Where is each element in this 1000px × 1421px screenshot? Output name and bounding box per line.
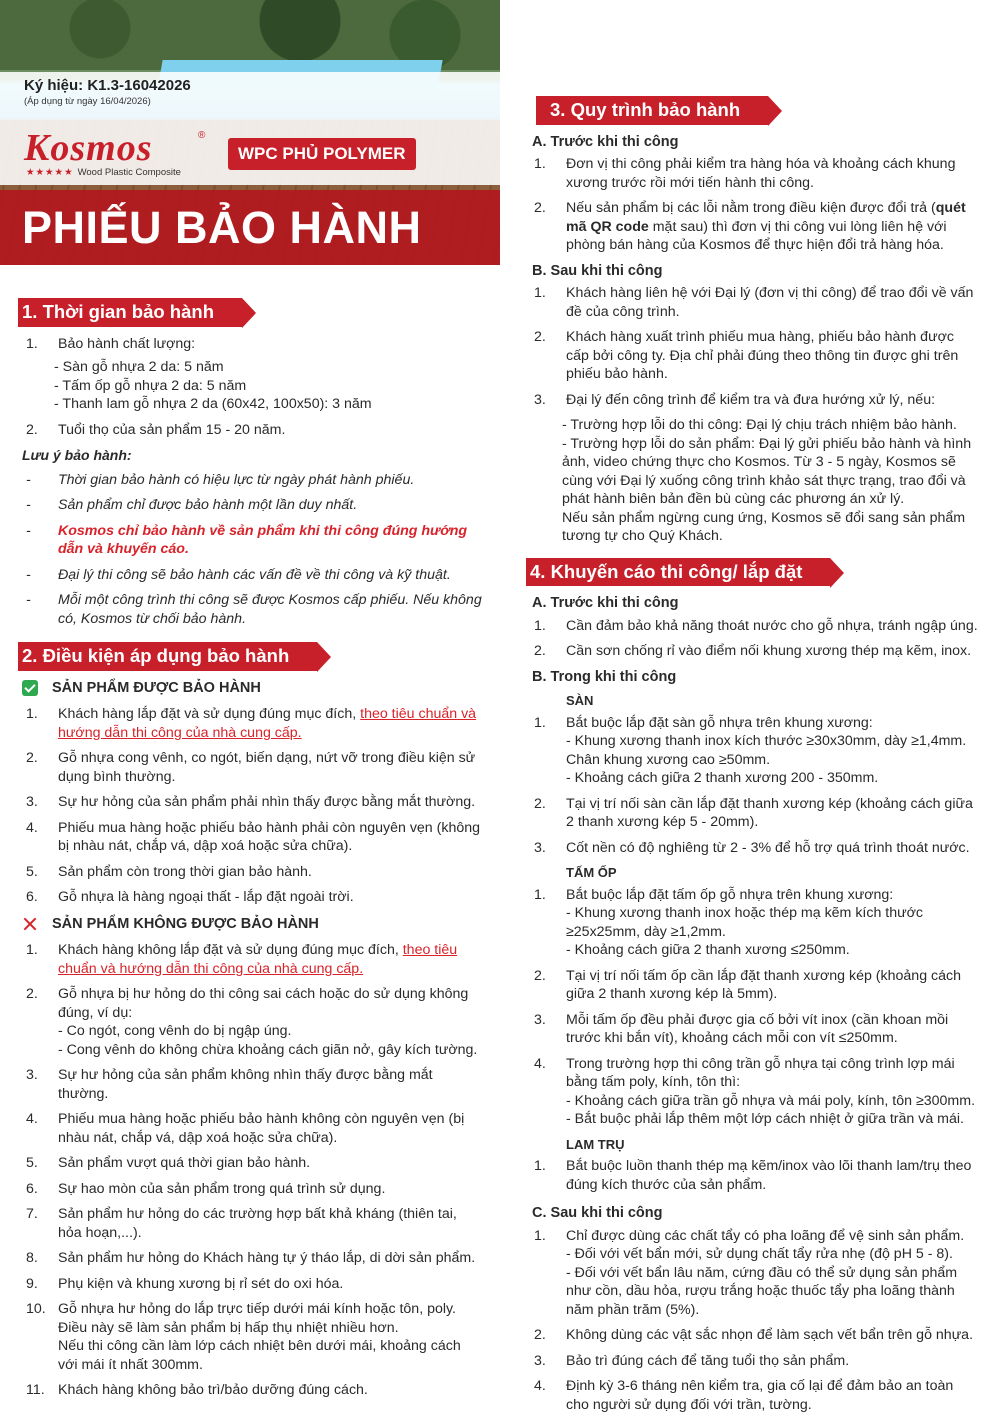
section-2-heading: 2. Điều kiện áp dụng bảo hành [18, 642, 317, 671]
list-item: 4. Phiếu mua hàng hoặc phiếu bảo hành không còn nguyên vẹn (bị nhàu nát, chắp vá, dập xoá hoặc sửa chữa). [26, 1111, 465, 1146]
list-item: 2. Tại vị trí nối sàn cần lắp đặt thanh xương kép (khoảng cách giữa 2 thanh xương kép 5 - 20mm). [534, 795, 973, 830]
list-item: 2. Tuổi thọ của sản phẩm 15 - 20 năm. [26, 421, 286, 438]
list-item: 1. Bắt buộc lắp đặt sàn gỗ nhựa trên khung xương: - Khung xương thanh inox kích thước ≥30x30mm, dày ≥1,4mm. Chân khung xương cao ≥50mm. - Khoảng cách giữa 2 thanh xương 200 - 350mm. [534, 714, 967, 786]
list-item: 1. Bắt buộc luồn thanh thép mạ kẽm/inox vào lõi thanh lam/trụ theo đúng kích thước của sản phẩm. [534, 1158, 972, 1193]
list-item: 2. Không dùng các vật sắc nhọn để làm sạch vết bẩn trên gỗ nhựa. [534, 1327, 974, 1343]
cross-icon [22, 916, 38, 932]
list-item: 1. Khách hàng lắp đặt và sử dụng đúng mục đích, theo tiêu chuẩn và hướng dẫn thi công của nhà cung cấp. [26, 706, 477, 741]
section-3-heading: 3. Quy trình bảo hành [536, 96, 768, 125]
list-item: 6. Sự hao mòn của sản phẩm trong quá trình sử dụng. [26, 1180, 386, 1197]
check-icon [22, 680, 38, 696]
louver-heading: LAM TRỤ [566, 1136, 625, 1152]
list-item: 11. Khách hàng không bảo trì/bảo dưỡng đúng cách. [26, 1382, 368, 1398]
sub-item: Nếu sản phẩm ngừng cung ứng, Kosmos sẽ đổi sang sản phẩm tương tự cho Quý Khách. [562, 509, 966, 544]
covered-heading: SẢN PHẨM ĐƯỢC BẢO HÀNH [22, 679, 482, 698]
warranty-note-title: Lưu ý bảo hành: [22, 447, 132, 463]
list-item: 6. Gỗ nhựa là hàng ngoại thất - lắp đặt ngoài trời. [26, 889, 354, 905]
list-item: 2. Cần sơn chống rỉ vào điểm nối khung xương thép mạ kẽm, inox. [534, 643, 972, 659]
list-item: 7. Sản phẩm hư hỏng do các trường hợp bất khả kháng (thiên tai, hỏa hoạn,...). [26, 1206, 457, 1241]
list-item: 3. Bảo trì đúng cách để tăng tuổi thọ sản phẩm. [534, 1352, 850, 1369]
sub-item: - Sàn gỗ nhựa 2 da: 5 năm [54, 359, 224, 375]
note-item: - Mỗi một công trình thi công sẽ được Kosmos cấp phiếu. Nếu không có, Kosmos từ chối bảo hành. [26, 592, 482, 627]
effective-date: (Áp dụng từ ngày 16/04/2026) [24, 96, 151, 107]
list-item: 5. Sản phẩm còn trong thời gian bảo hành. [26, 863, 312, 880]
note-item: - Sản phẩm chỉ được bảo hành một lần duy nhất. [26, 497, 358, 513]
list-item: 1. Chỉ được dùng các chất tẩy có pha loãng để vệ sinh sản phẩm. - Đối với vết bẩn mới, sử dụng chất tẩy rửa nhẹ (độ pH 5 - 8). - Đối với vết bẩn lâu năm, cứng đầu có thể sử dụng sản phẩm như cồn, dầu hỏa, rượu trắng hoặc thuốc tẩy pha loãng thành năm phần trăm (5%). [534, 1227, 965, 1318]
logo-subtitle [26, 167, 181, 178]
floor-heading: SÀN [566, 693, 594, 708]
note-item: - Kosmos chỉ bảo hành về sản phẩm khi thi công đúng hướng dẫn và khuyến cáo. [26, 522, 468, 557]
note-item: - Đại lý thi công sẽ bảo hành các vấn đề về thi công và kỹ thuật. [26, 566, 451, 583]
list-item: 2. Tại vị trí nối tấm ốp cần lắp đặt thanh xương kép (khoảng cách giữa 2 thanh xương kép là 5mm). [534, 967, 961, 1002]
list-item: 10. Gỗ nhựa hư hỏng do lắp trực tiếp dưới mái kính hoặc tôn, poly. Điều này sẽ làm sản phẩm bị hấp thụ nhiệt nhiều hơn. Nếu thi công cần làm lớp cách nhiệt bên dưới mái, khoảng cách với mái ít nhất 300mm. [26, 1301, 461, 1373]
list-item: 3. Đại lý đến công trình để kiểm tra và đưa hướng xử lý, nếu: [534, 391, 936, 408]
sub-item: - Thanh lam gỗ nhựa 2 da (60x42, 100x50): 3 năm [54, 396, 372, 412]
star-icons: ★★★★★ [26, 167, 74, 178]
not-covered-heading: SẢN PHẨM KHÔNG ĐƯỢC BẢO HÀNH [22, 915, 482, 934]
sub-item: - Trường hợp lỗi do sản phẩm: Đại lý gửi phiếu bảo hành và hình ảnh, video chứng thực cho Kosmos. Từ 3 - 5 ngày, Kosmos sẽ cùng với Đại lý xuống công trình khảo sát thực trạng, trao đổi và phát hành biên bản đền bù cùng các phương án xử lý. [562, 435, 972, 507]
list-item: 2. Gỗ nhựa cong vênh, co ngót, biến dạng, nứt vỡ trong điều kiện sử dụng bình thường. [26, 750, 476, 785]
list-item: 1. Bảo hành chất lượng: [26, 335, 196, 352]
subsection-heading: A. Trước khi thi công [532, 133, 679, 150]
list-item: 4. Định kỳ 3-6 tháng nên kiểm tra, gia cố lại để đảm bảo an toàn cho người sử dụng đối với trần, tường. [534, 1378, 954, 1413]
list-item: 1. Đơn vị thi công phải kiểm tra hàng hóa và khoảng cách khung xương trước rồi mới tiến hành thi công. [534, 156, 956, 191]
sub-item: - Tấm ốp gỗ nhựa 2 da: 5 năm [54, 377, 247, 394]
logo-tagline: Wood Plastic Composite [77, 167, 181, 178]
list-item: 1. Khách hàng liên hệ với Đại lý (đơn vị thi công) để trao đổi về vấn đề của công trình. [534, 285, 974, 320]
list-item: 9. Phụ kiện và khung xương bị rỉ sét do oxi hóa. [26, 1275, 344, 1292]
page-title: PHIẾU BẢO HÀNH [22, 202, 422, 253]
subsection-heading: B. Sau khi thi công [532, 262, 663, 279]
kosmos-logo: Kosmos [24, 127, 153, 169]
section-1-heading: 1. Thời gian bảo hành [18, 298, 242, 327]
list-item: 3. Sự hư hỏng của sản phẩm phải nhìn thấy được bằng mắt thường. [26, 794, 476, 810]
subsection-heading: B. Trong khi thi công [532, 668, 677, 685]
list-item: 1. Cần đảm bảo khả năng thoát nước cho gỗ nhựa, tránh ngập úng. [534, 617, 978, 634]
list-item: 3. Cốt nền có độ nghiêng từ 2 - 3% để hỗ trợ quá trình thoát nước. [534, 839, 970, 856]
list-item: 8. Sản phẩm hư hỏng do Khách hàng tự ý tháo lắp, di dời sản phẩm. [26, 1250, 476, 1266]
subsection-heading: C. Sau khi thi công [532, 1205, 663, 1221]
standard-link[interactable]: theo tiêu chuẩn và hướng dẫn thi công của nhà cung cấp. [58, 706, 477, 741]
list-item: 3. Sự hư hỏng của sản phẩm không nhìn thấy được bằng mắt thường. [26, 1067, 433, 1102]
right-column [530, 96, 978, 1421]
list-item: 4. Trong trường hợp thi công trần gỗ nhựa tại công trình lợp mái bằng tấm poly, kính, tôn thì: - Khoảng cách giữa trần gỗ nhựa và mái poly, kính, tôn ≥300mm. - Bắt buộc phải lắp thêm một lớp cách nhiệt ở giữa trần và mái. [534, 1055, 976, 1127]
product-badge: WPC PHỦ POLYMER [228, 138, 416, 170]
note-item: - Thời gian bảo hành có hiệu lực từ ngày phát hành phiếu. [26, 471, 415, 488]
document-code: Ký hiệu: K1.3-16042026 [24, 77, 191, 94]
subsection-heading: A. Trước khi thi công [532, 595, 679, 611]
list-item: 2. Nếu sản phẩm bị các lỗi nằm trong điều kiện được đổi trả (quét mã QR code mặt sau) thì đơn vị thi công vui lòng liên hệ với phòng bán hàng của Kosmos để thực hiện đổi trả hàng hóa. [534, 200, 966, 253]
list-item: 2. Khách hàng xuất trình phiếu mua hàng, phiếu bảo hành được cấp bởi công ty. Địa chỉ phải đúng theo thông tin được ghi trên phiếu bảo hành. [534, 329, 959, 382]
list-item: 3. Mỗi tấm ốp đều phải được gia cố bởi vít inox (cần khoan mồi trước khi bắn vít), khoảng cách mỗi con vít ≤250mm. [534, 1011, 949, 1046]
list-item: 5. Sản phẩm vượt quá thời gian bảo hành. [26, 1155, 311, 1171]
standard-link[interactable]: theo tiêu chuẩn và hướng dẫn thi công của nhà cung cấp. [58, 942, 458, 977]
list-item: 4. Phiếu mua hàng hoặc phiếu bảo hành phải còn nguyên vẹn (không bị nhàu nát, chắp vá, dập xoá hoặc sửa chữa). [26, 819, 481, 854]
sub-item: - Trường hợp lỗi do thi công: Đại lý chịu trách nhiệm bảo hành. [562, 417, 957, 433]
section-4-heading: 4. Khuyến cáo thi công/ lắp đặt [526, 558, 830, 587]
list-item: 1. Bắt buộc lắp đặt tấm ốp gỗ nhựa trên khung xương: - Khung xương thanh inox hoặc thép mạ kẽm kích thước ≥25x25mm, dày ≥1,2mm. - Khoảng cách giữa 2 thanh xương ≤250mm. [534, 886, 924, 958]
registered-mark: ® [198, 130, 206, 141]
left-column [22, 298, 482, 1407]
list-item: 1. Khách hàng không lắp đặt và sử dụng đúng mục đích, theo tiêu chuẩn và hướng dẫn thi công của nhà cung cấp. [26, 942, 458, 977]
panel-heading: TẤM ỐP [566, 865, 617, 880]
list-item: 2. Gỗ nhựa bị hư hỏng do thi công sai cách hoặc do sử dụng không đúng, ví dụ: - Co ngót, cong vênh do bị ngập úng. - Cong vênh do không chừa khoảng cách giãn nở, gây kích tường. [26, 986, 478, 1058]
